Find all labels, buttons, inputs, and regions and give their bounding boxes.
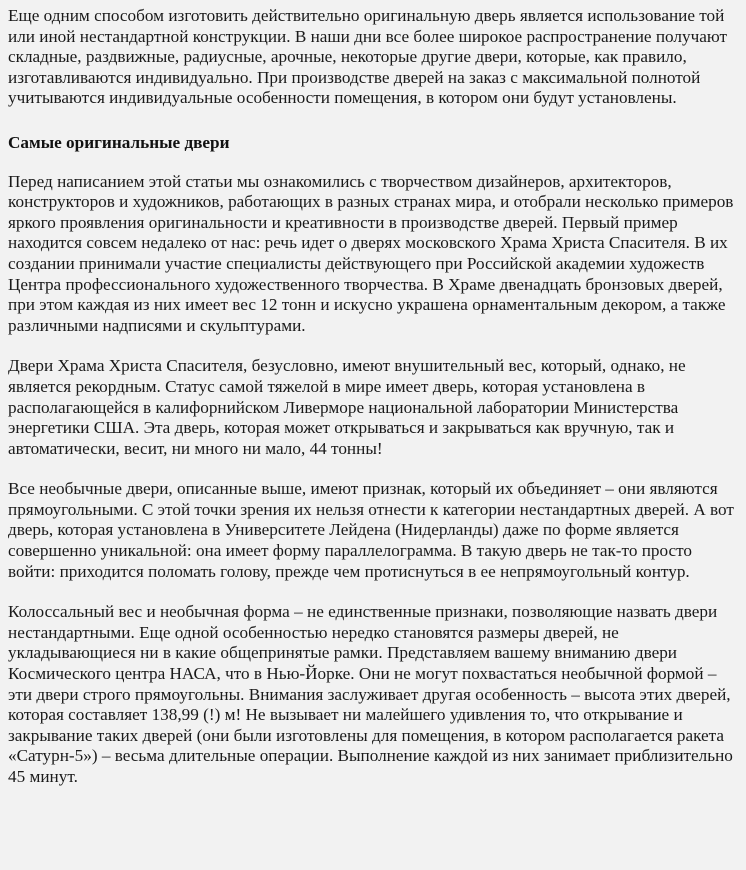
paragraph-moscow-cathedral-doors: Перед написанием этой статьи мы ознакомились с творчеством дизайнеров, архитекторов, конструкторов и художников, работающих в разных странах мира, и отобрали несколько примеров яркого проявления оригинальности и креативности в производстве дверей. Первый пример находится совсем недалеко от нас: речь идет о дверях московского Храма Христа Спасителя. В их создании принимали участие специалисты действующего при Российской академии художеств Центра профессионального художественного творчества. В Храме двенадцать бронзовых дверей, при этом каждая из них имеет вес 12 тонн и искусно украшена орнаментальным декором, а также различными надписями и скульптурами. <box>8 171 734 335</box>
paragraph-leiden-door: Все необычные двери, описанные выше, имеют признак, который их объединяет – они являются прямоугольными. С этой точки зрения их нельзя отнести к категории нестандартных дверей. А вот дверь, которая установлена в Университете Лейдена (Нидерланды) даже по форме является совершенно уникальной: она имеет форму параллелограмма. В такую дверь не так-то просто войти: приходится поломать голову, прежде чем протиснуться в ее непрямоугольный контур. <box>8 479 734 581</box>
paragraph-heaviest-door: Двери Храма Христа Спасителя, безусловно, имеют внушительный вес, который, однако, не является рекордным. Статус самой тяжелой в мире имеет дверь, которая установлена в располагающейся в калифорнийском Ливерморе национальной лаборатории Министерства энергетики США. Эта дверь, которая может открываться и закрываться как вручную, так и автоматически, весит, ни много ни мало, 44 тонны! <box>8 356 686 458</box>
paragraph-nasa-doors: Колоссальный вес и необычная форма – не единственные признаки, позволяющие назвать двери нестандартными. Еще одной особенностью нередко становятся размеры дверей, не укладывающиеся ни в какие общепринятые рамки. Представляем вашему вниманию двери Космического центра НАСА, что в Нью-Йорке. Они не могут похвастаться необычной формой – эти двери строго прямоугольны. Внимания заслуживает другая особенность – высота этих дверей, которая составляет 138,99 (!) м! Не вызывает ни малейшего удивления то, что открывание и закрывание таких дверей (они были изготовлены для помещения, в котором располагается ракета «Сатурн-5») – весьма длительные операции. Выполнение каждой из них занимает приблизительно 45 минут. <box>8 602 733 786</box>
section-heading: Самые оригинальные двери <box>8 132 230 152</box>
intro-paragraph: Еще одним способом изготовить действительно оригинальную дверь является использование той или иной нестандартной конструкции. В наши дни все более широкое распространение получают складные, раздвижные, радиусные, арочные, некоторые другие двери, которые, как правило, изготавливаются индивидуально. При производстве дверей на заказ с максимальной полнотой учитываются индивидуальные особенности помещения, в котором они будут установлены. <box>8 6 727 108</box>
